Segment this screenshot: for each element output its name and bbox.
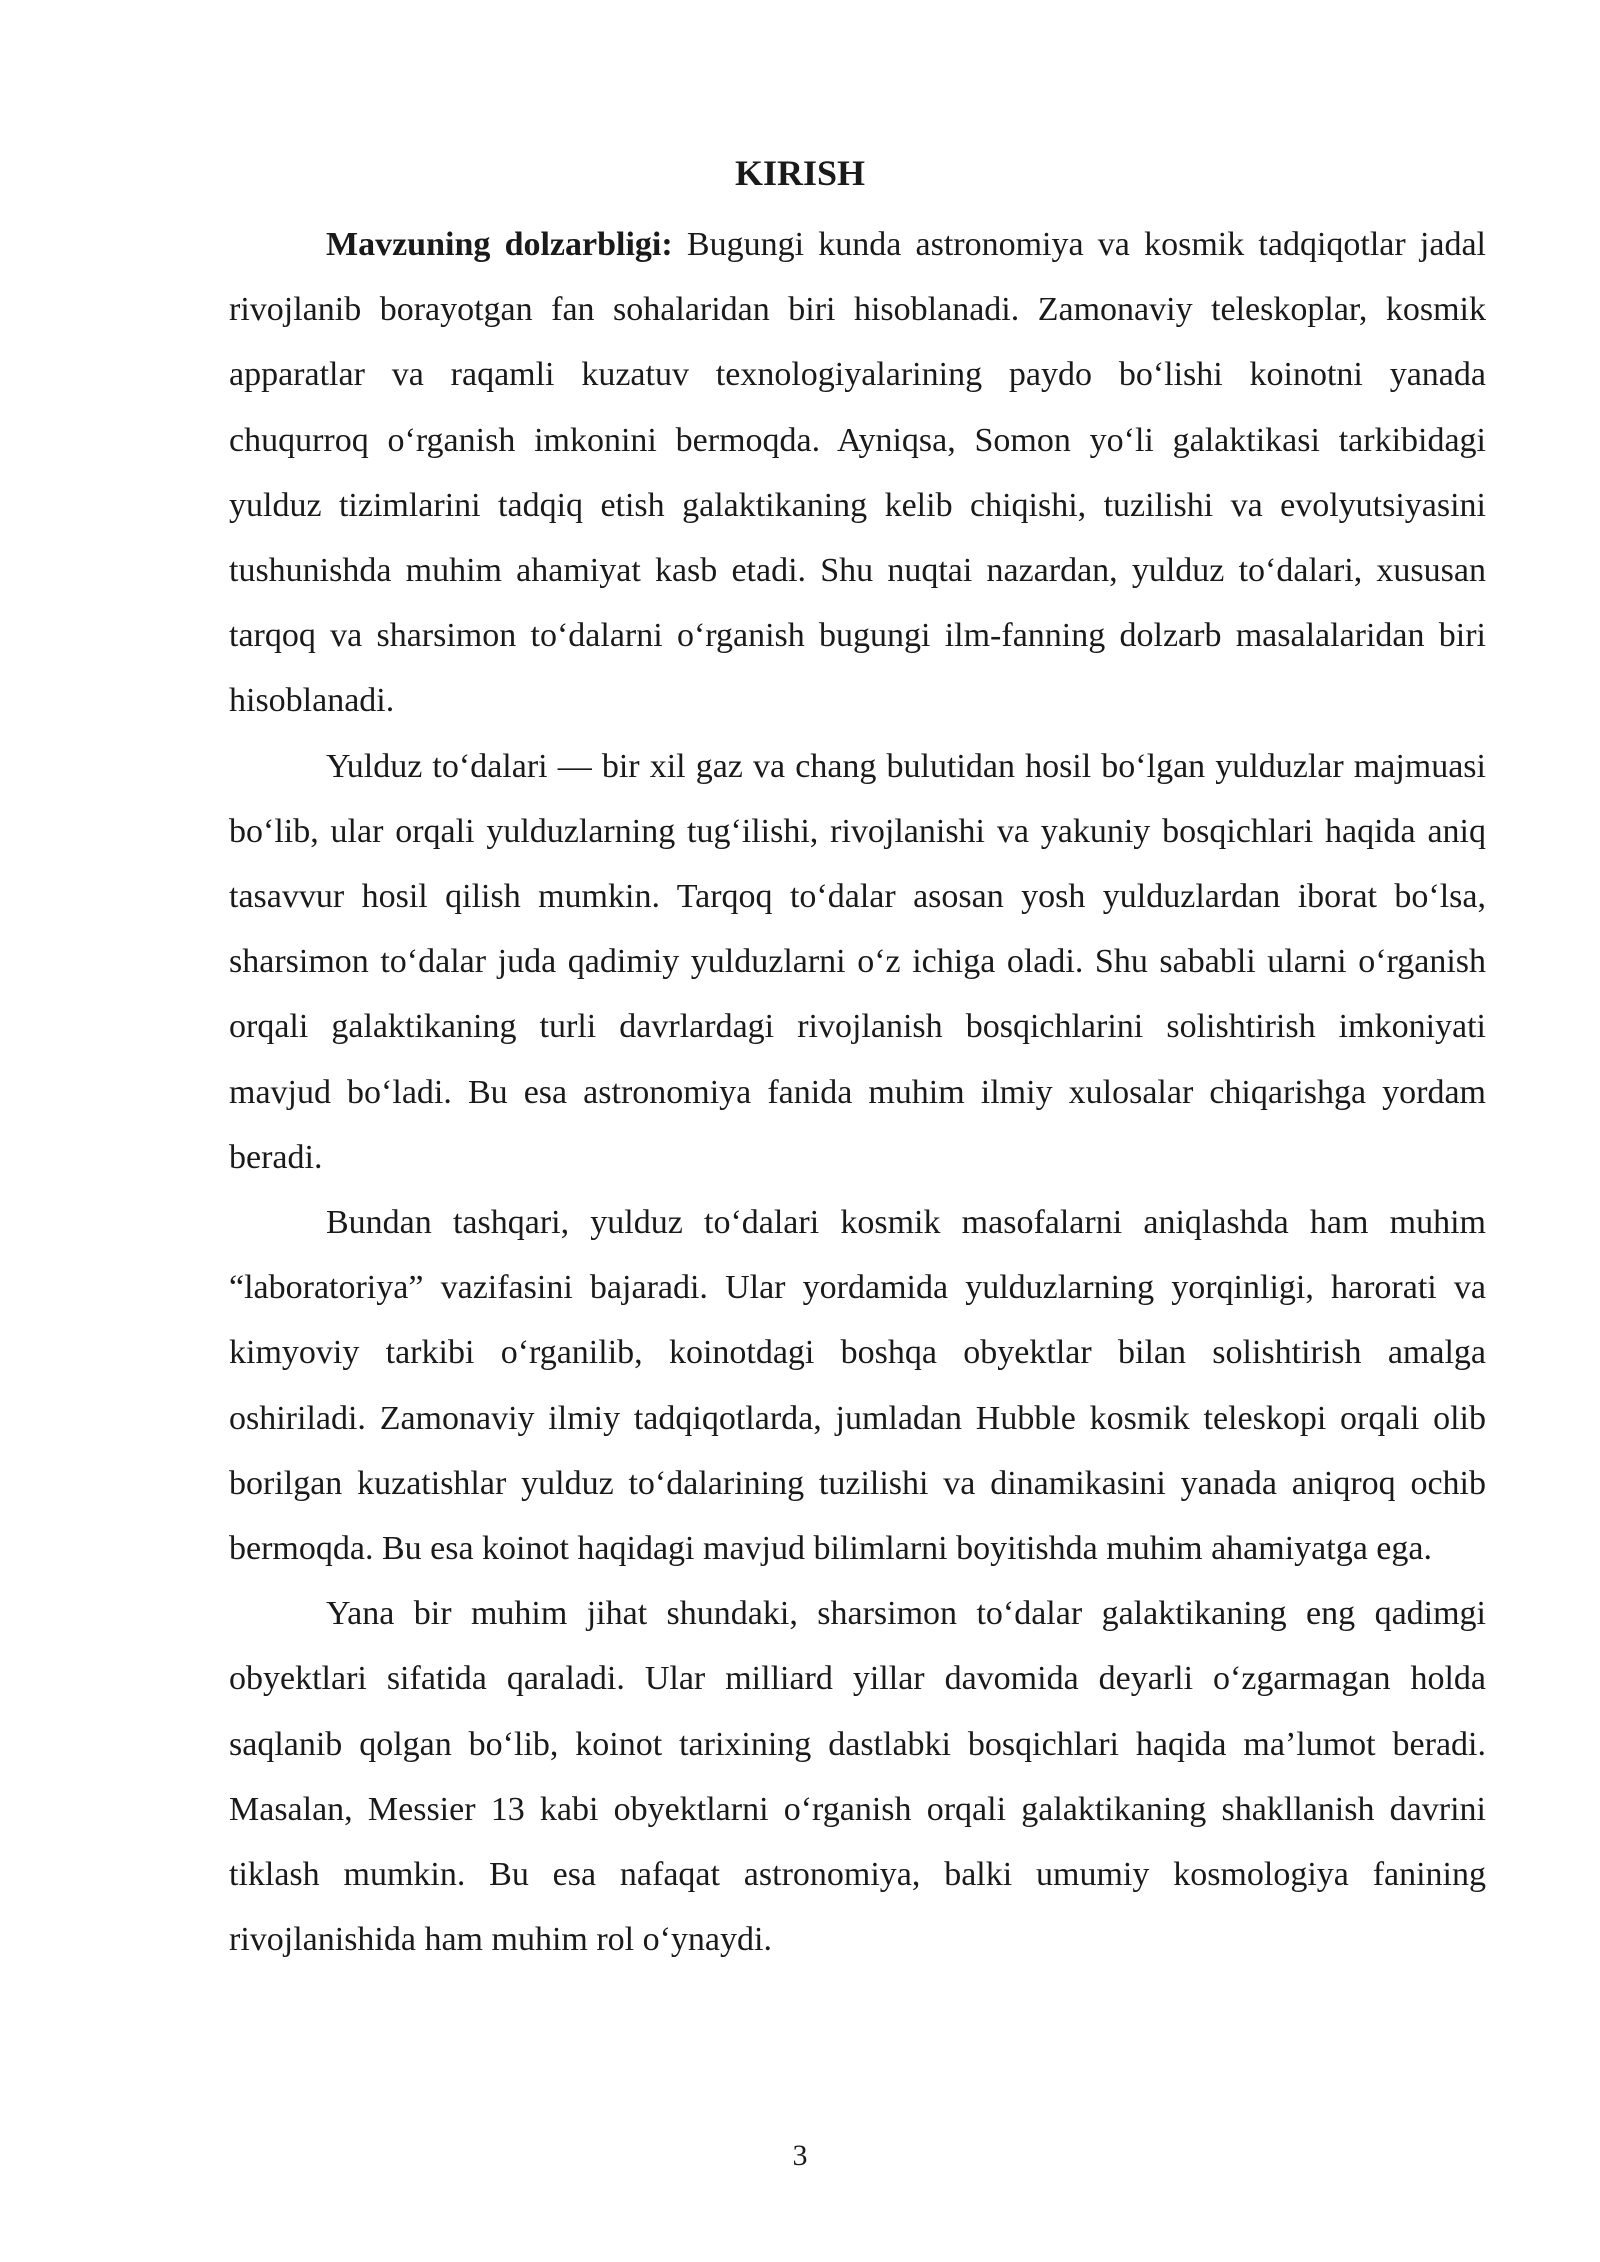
paragraph-star-clusters: Yulduz to‘dalari — bir xil gaz va chang bulutidan hosil bo‘lgan yulduzlar majmuasi bo‘lib, ular orqali yulduzlarning tug‘ilishi, rivojlanishi va yakuniy bosqichlari haqida aniq tasavvur hosil qilish mumkin. Tarqoq to‘dalar asosan yosh yulduzlardan iborat bo‘lsa, sharsimon to‘dalar juda qadimiy yulduzlarni o‘z ichiga oladi. Shu sababli ularni o‘rganish orqali galaktikaning turli davrlardagi rivojlanish bosqichlarini solishtirish imkoniyati mavjud bo‘ladi. Bu esa astronomiya fanida muhim ilmiy xulosalar chiqarishga yordam beradi. bbox=[229, 747, 1486, 1176]
page-title: KIRISH bbox=[734, 153, 866, 193]
paragraph-globular-clusters: Yana bir muhim jihat shundaki, sharsimon to‘dalar galaktikaning eng qadimgi obyektlari sifatida qaraladi. Ular milliard yillar davomida deyarli o‘zgarmagan holda saqlanib qolgan bo‘lib, koinot tarixining dastlabki bosqichlari haqida ma’lumot beradi. Masalan, Messier 13 kabi obyektlarni o‘rganish orqali galaktikaning shakllanish davrini tiklash mumkin. Bu esa nafaqat astronomiya, balki umumiy kosmologiya fanining rivojlanishida ham muhim rol o‘ynaydi. bbox=[229, 1595, 1486, 1959]
relevance-label: Mavzuning dolzarbligi: bbox=[326, 226, 673, 263]
paragraph-laboratory: Bundan tashqari, yulduz to‘dalari kosmik masofalarni aniqlashda ham muhim “laboratoriya” vazifasini bajaradi. Ular yordamida yulduzlarning yorqinligi, harorati va kimyoviy tarkibi o‘rganilib, koinotdagi boshqa obyektlar bilan solishtirish amalga oshiriladi. Zamonaviy ilmiy tadqiqotlarda, jumladan Hubble kosmik teleskopi orqali olib borilgan kuzatishlar yulduz to‘dalarining tuzilishi va dinamikasini yanada aniqroq ochib bermoqda. Bu esa koinot haqidagi mavjud bilimlarni boyitishda muhim ahamiyatga ega. bbox=[229, 1204, 1486, 1568]
paragraph-relevance bbox=[229, 212, 1486, 734]
page-number: 3 bbox=[792, 2139, 808, 2172]
document-body bbox=[229, 212, 1486, 1972]
paragraph-text: Bugungi kunda astronomiya va kosmik tadqiqotlar jadal rivojlanib borayotgan fan sohalaridan biri hisoblanadi. Zamonaviy teleskoplar, kosmik apparatlar va raqamli kuzatuv texnologiyalarining paydo bo‘lishi koinotni yanada chuqurroq o‘rganish imkonini bermoqda. Ayniqsa, Somon yo‘li galaktikasi tarkibidagi yulduz tizimlarini tadqiq etish galaktikaning kelib chiqishi, tuzilishi va evolyutsiyasini tushunishda muhim ahamiyat kasb etadi. Shu nuqtai nazardan, yulduz to‘dalari, xususan tarqoq va sharsimon to‘dalarni o‘rganish bugungi ilm-fanning dolzarb masalalaridan biri hisoblanadi. bbox=[229, 226, 1486, 720]
